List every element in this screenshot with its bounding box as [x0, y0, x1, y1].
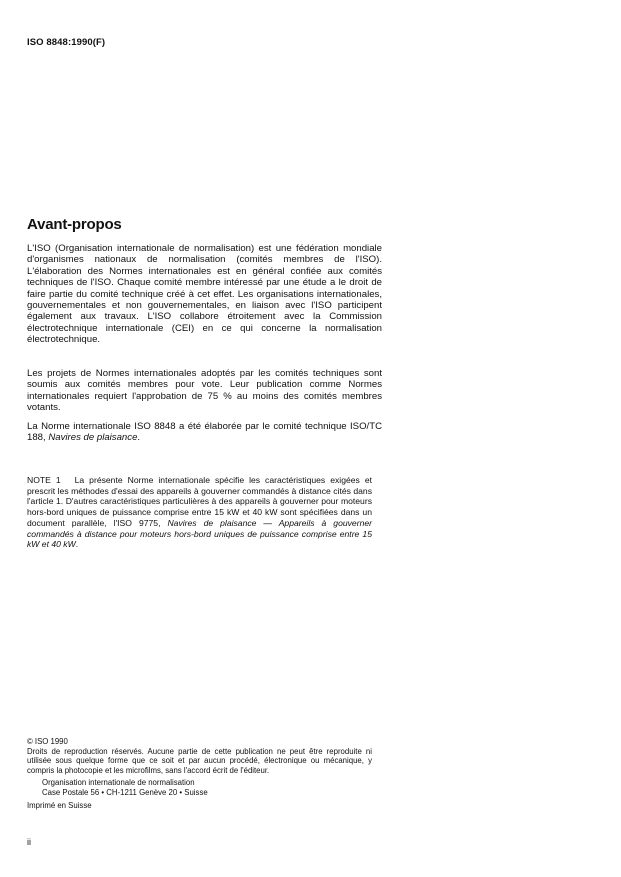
paragraph-3-end: . [137, 432, 141, 444]
copyright-notice: © ISO 1990 [27, 737, 68, 746]
note-1 [27, 475, 372, 550]
publisher-address [42, 778, 208, 797]
foreword-paragraph-1: L'ISO (Organisation internationale de normalisation) est une fédération mondiale d'organismes nationaux de normalisation (comités membres de l'ISO). L'élaboration des Normes internationales est en général confiée aux comités techniques de l'ISO. Chaque comité membre intéressé par une étude a le droit de faire partie du comité technique créé à cet effet. Les organisations internationales, gouvernementales et non gouvernementales, en liaison avec l'ISO participent également aux travaux. L'ISO collabore étroitement avec la Commission électrotechnique internationale (CEI) en ce qui concerne la normalisation électrotechnique. [27, 243, 382, 346]
committee-title: Navires de plaisance [48, 432, 138, 444]
standard-reference: ISO 8848:1990(F) [27, 37, 106, 48]
section-title: Avant-propos [27, 216, 122, 233]
paragraph-3-text: La Norme internationale ISO 8848 a été élaborée par le comité technique ISO/TC 188, [27, 421, 382, 444]
publisher-postal-address: Case Postale 56 • CH-1211 Genève 20 • Suisse [42, 787, 208, 797]
rights-statement: Droits de reproduction réservés. Aucune partie de cette publication ne peut être reproduite ni utilisée sous quelque forme que ce soit et par aucun procédé, électronique ou mécanique, y compris la photocopie et les microfilms, sans l'accord écrit de l'éditeur. [27, 746, 372, 775]
foreword-paragraph-2: Les projets de Normes internationales adoptés par les comités techniques sont soumis aux comités membres pour vote. Leur publication comme Normes internationales requiert l'approbation de 75 % au moins des comités membres votants. [27, 368, 382, 414]
note-text: La présente Norme internationale spécifie les caractéristiques exigées et prescrit les méthodes d'essai des appareils à gouverner commandés à distance cités dans l'article 1. D'autres caractéristiques particulières à des appareils à gouverner pour moteurs hors-bord uniques de puissance comprise entre 15 kW et 40 kW sont spécifiées dans un document parallèle, l'ISO 9775, [27, 475, 372, 528]
foreword-paragraph-3 [27, 421, 382, 444]
note-referenced-title: Navires de plaisance — Appareils à gouverner commandés à distance pour moteurs hors-bord uniques de puissance comprise entre 15 kW et 40 kW [27, 517, 372, 550]
page-number: ii [27, 837, 31, 847]
note-label: NOTE 1 [27, 475, 61, 485]
publisher-name: Organisation internationale de normalisation [42, 778, 195, 787]
note-end: . [75, 539, 79, 550]
printed-in: Imprimé en Suisse [27, 801, 92, 810]
copyright-block [27, 737, 372, 775]
